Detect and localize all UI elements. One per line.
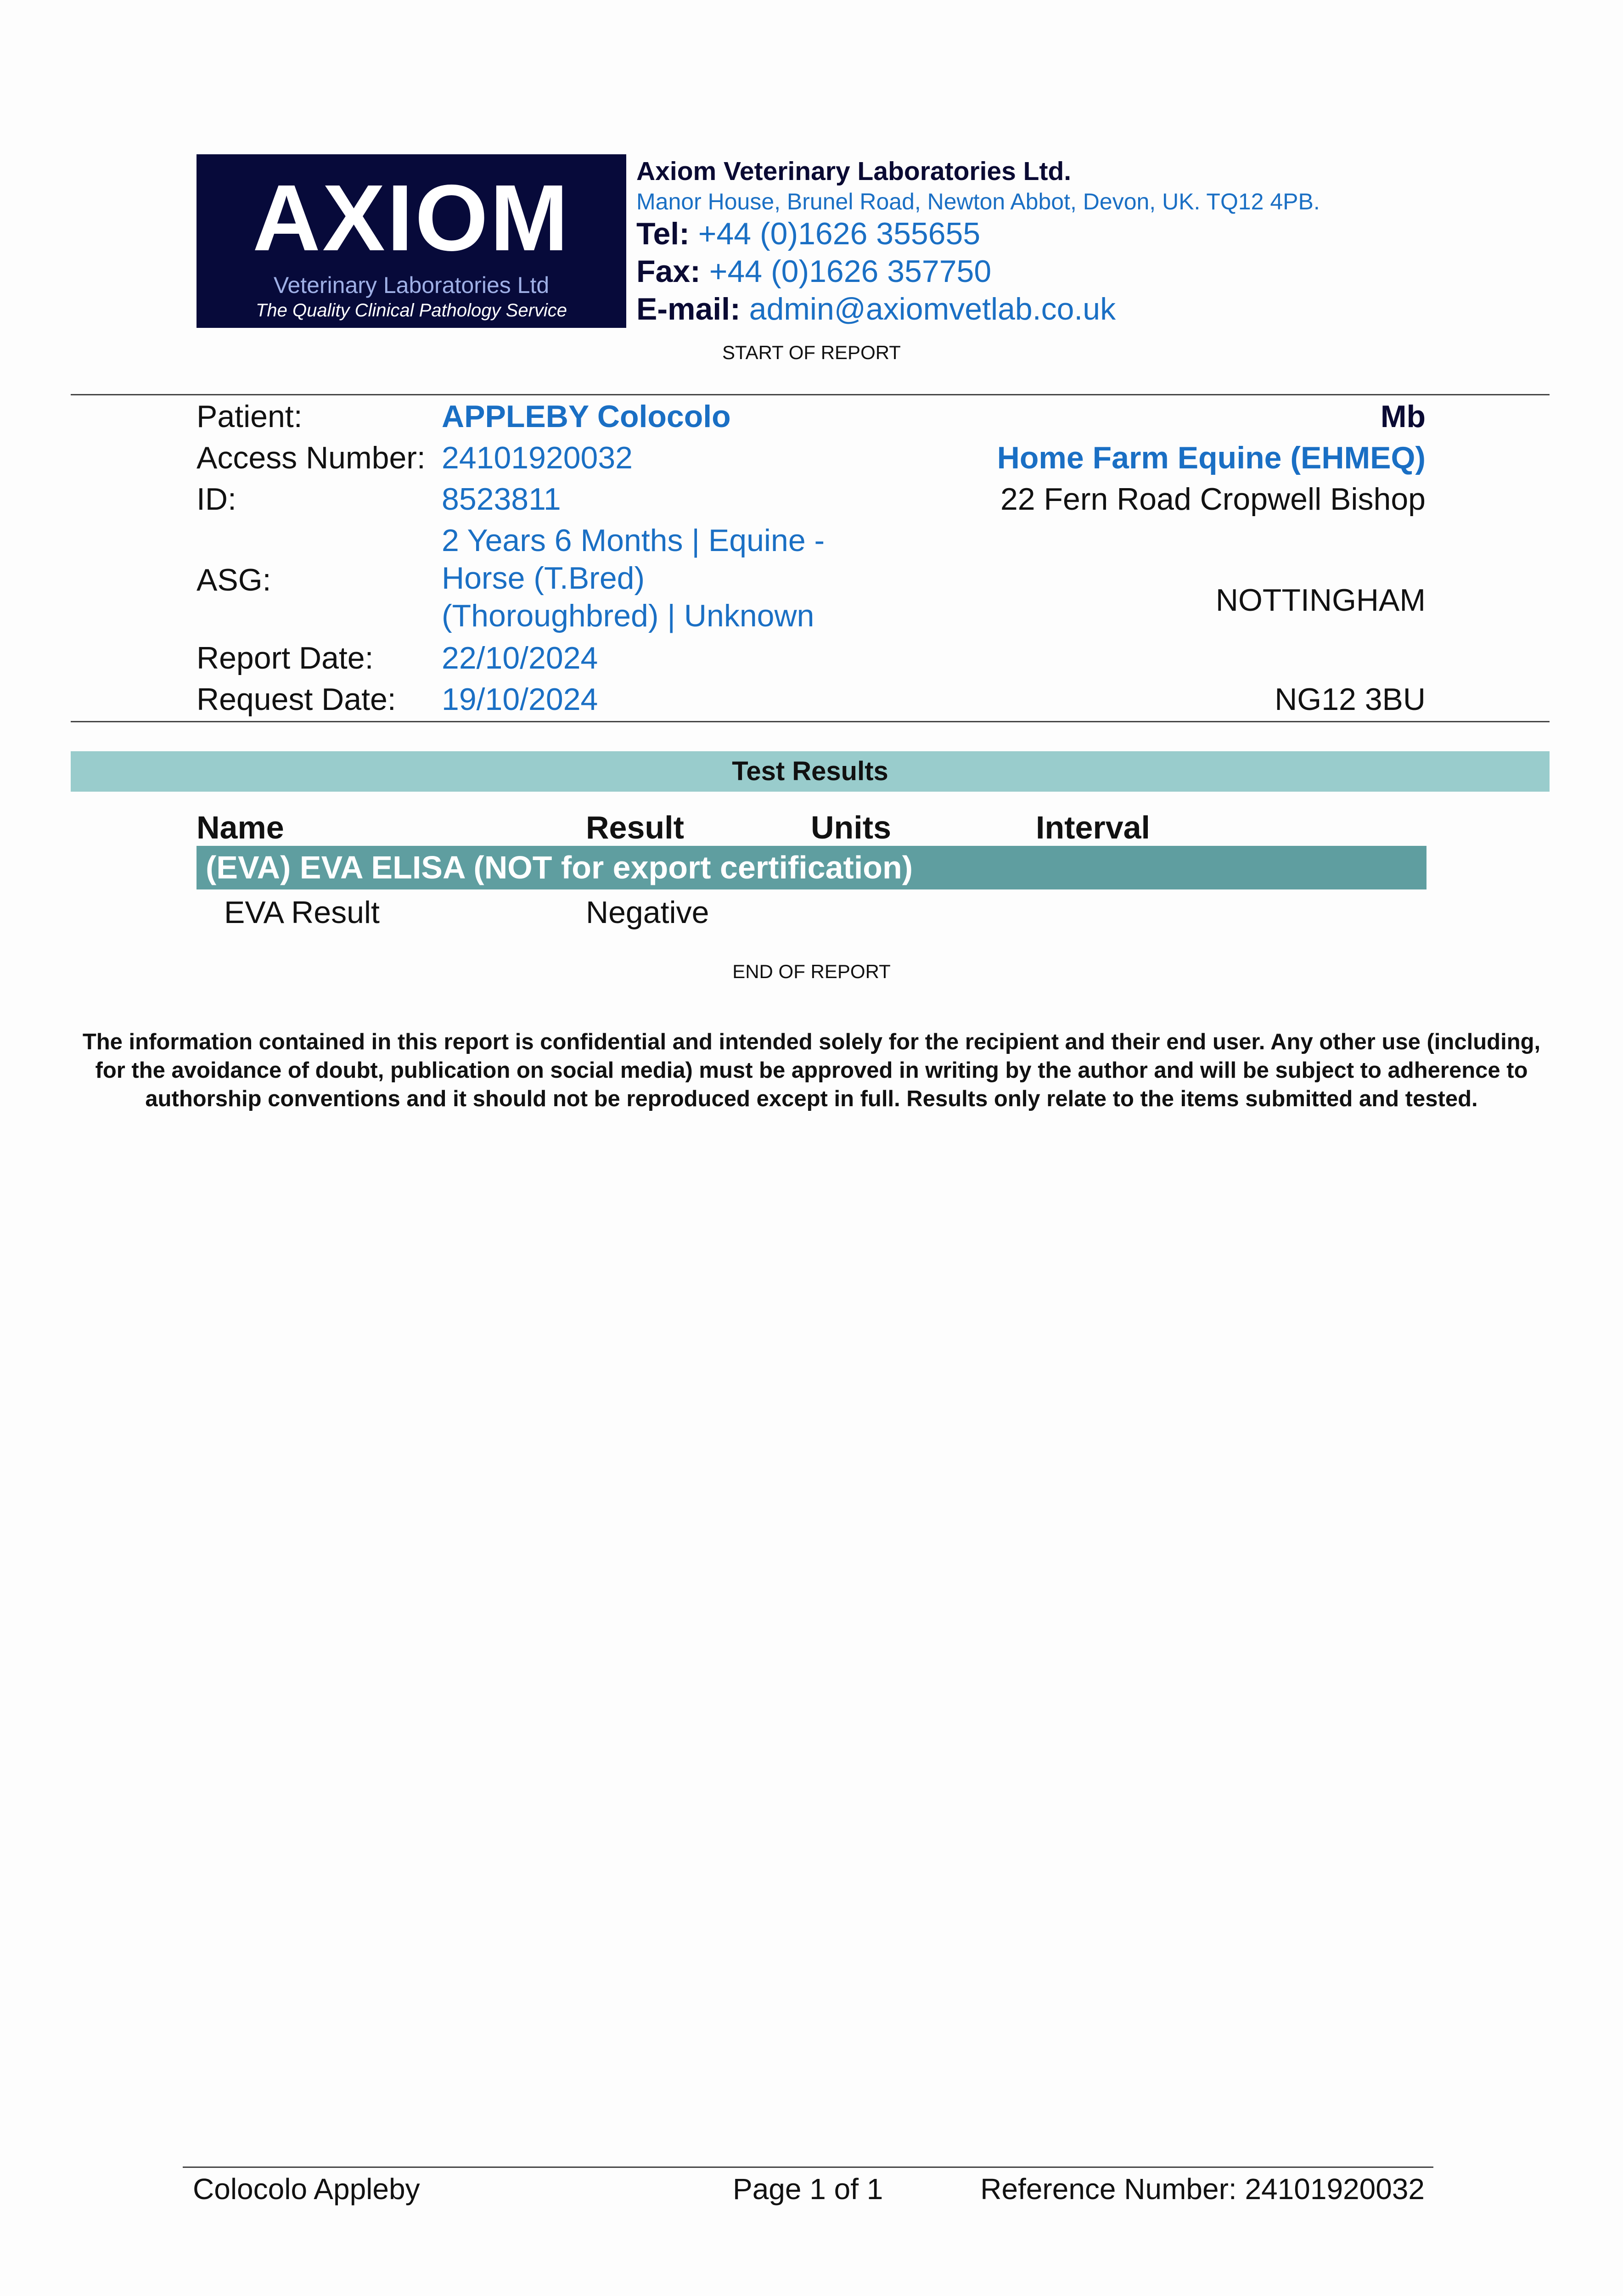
column-header-result: Result	[586, 810, 684, 845]
asg-line-1: 2 Years 6 Months | Equine -	[442, 523, 825, 558]
patient-label: Patient:	[197, 399, 303, 434]
clinic-town: NOTTINGHAM	[1215, 583, 1426, 618]
access-number-label: Access Number:	[197, 440, 426, 475]
email-link[interactable]: admin@axiomvetlab.co.uk	[749, 292, 1116, 326]
result-name: EVA Result	[224, 895, 380, 930]
lab-email	[636, 291, 1116, 327]
start-of-report-marker: START OF REPORT	[722, 342, 901, 363]
footer-patient-name: Colocolo Appleby	[193, 2172, 420, 2206]
request-date: 19/10/2024	[442, 682, 598, 717]
footer-divider	[183, 2167, 1433, 2168]
clinic-code: Mb	[1380, 399, 1426, 434]
fax-label: Fax:	[636, 254, 701, 289]
patient-id: 8523811	[442, 482, 561, 517]
report-date-label: Report Date:	[197, 641, 374, 675]
patient-name: APPLEBY Colocolo	[442, 399, 731, 434]
clinic-street: 22 Fern Road Cropwell Bishop	[1000, 482, 1426, 517]
clinic-name: Home Farm Equine (EHMEQ)	[997, 440, 1426, 475]
company-logo	[197, 154, 626, 328]
test-results-title: Test Results	[732, 756, 888, 786]
access-number: 24101920032	[442, 440, 633, 475]
fax-value: +44 (0)1626 357750	[709, 254, 992, 289]
tel-label: Tel:	[636, 216, 690, 251]
request-date-label: Request Date:	[197, 682, 396, 717]
logo-subtitle: Veterinary Laboratories Ltd	[273, 272, 550, 298]
footer-page-number: Page 1 of 1	[733, 2172, 883, 2206]
asg-line-2: Horse (T.Bred)	[442, 561, 645, 596]
details-divider	[71, 721, 1550, 722]
column-header-name: Name	[197, 810, 284, 845]
table-row	[197, 895, 1426, 931]
logo-wordmark: AXIOM	[253, 165, 570, 270]
lab-name: Axiom Veterinary Laboratories Ltd.	[636, 157, 1072, 186]
lab-fax	[636, 253, 991, 289]
tel-value: +44 (0)1626 355655	[698, 216, 981, 251]
column-header-interval: Interval	[1036, 810, 1150, 845]
report-date: 22/10/2024	[442, 641, 598, 675]
asg-line-3: (Thoroughbred) | Unknown	[442, 598, 814, 633]
column-header-units: Units	[811, 810, 891, 845]
test-group-header	[197, 846, 1426, 889]
email-label: E-mail:	[636, 292, 741, 326]
id-label: ID:	[197, 482, 236, 517]
lab-address: Manor House, Brunel Road, Newton Abbot, Devon, UK. TQ12 4PB.	[636, 189, 1320, 214]
end-of-report-marker: END OF REPORT	[732, 961, 891, 982]
footer-reference-number: Reference Number: 24101920032	[980, 2172, 1425, 2206]
clinic-postcode: NG12 3BU	[1275, 682, 1426, 717]
asg-label: ASG:	[197, 563, 271, 597]
test-group-title: (EVA) EVA ELISA (NOT for export certification)	[206, 850, 913, 885]
header-divider	[71, 394, 1550, 395]
test-results-header	[71, 751, 1550, 792]
lab-telephone	[636, 216, 980, 252]
confidentiality-disclaimer: The information contained in this report is confidential and intended solely for the recipient and their end user. Any other use (including, for the avoidance of doubt, publication on social media) must be approved in writing by the author and will be subject to adherence to authorship conventions and it should not be reproduced except in full. Results only relate to the items submitted and tested.	[82, 1030, 1541, 1111]
result-value: Negative	[586, 895, 709, 930]
logo-tagline: The Quality Clinical Pathology Service	[255, 300, 567, 321]
